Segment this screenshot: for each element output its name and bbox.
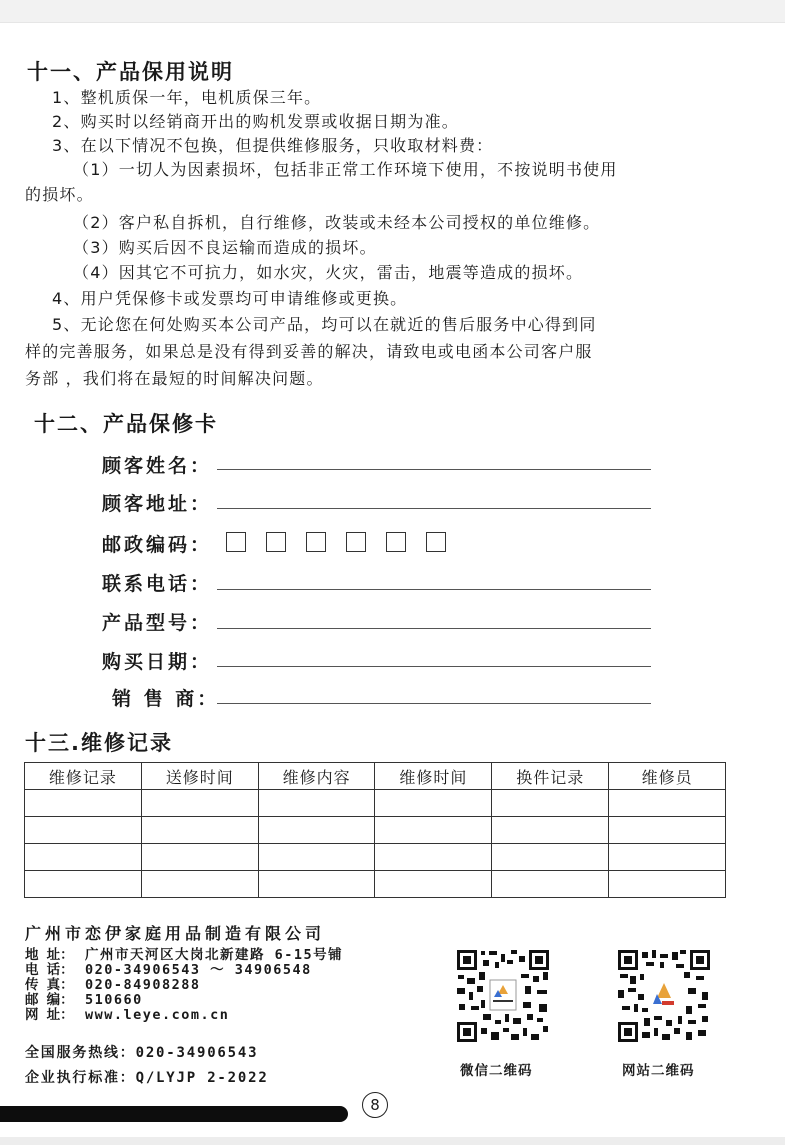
web-key: 网 址：	[25, 1007, 74, 1023]
column-header: 换件记录	[492, 763, 609, 790]
table-header-row	[25, 763, 726, 790]
table-cell[interactable]	[258, 817, 375, 844]
address-value: 广州市天河区大岗北新建路 6-15号铺	[85, 947, 344, 963]
table-cell[interactable]	[492, 871, 609, 898]
section-13-title: 十三.维修记录	[25, 731, 173, 755]
table-cell[interactable]	[492, 817, 609, 844]
customer-name-label: 顾客姓名：	[102, 455, 213, 477]
table-cell[interactable]	[141, 790, 258, 817]
repair-record-table	[24, 762, 726, 898]
customer-name-field[interactable]	[217, 469, 651, 470]
postal-code-box[interactable]	[426, 532, 446, 552]
warranty-line-2: 2、购买时以经销商开出的购机发票或收据日期为准。	[52, 112, 459, 131]
table-row	[25, 790, 726, 817]
table-cell[interactable]	[375, 844, 492, 871]
postal-code-box[interactable]	[226, 532, 246, 552]
postal-code-label: 邮政编码：	[102, 534, 213, 556]
table-cell[interactable]	[25, 844, 142, 871]
table-cell[interactable]	[609, 844, 726, 871]
fax-key: 传 真：	[25, 977, 74, 993]
warranty-line-4: 4、用户凭保修卡或发票均可申请维修或更换。	[52, 289, 408, 308]
table-row	[25, 871, 726, 898]
column-header: 维修内容	[258, 763, 375, 790]
contact-web	[25, 1008, 229, 1023]
column-header: 维修时间	[375, 763, 492, 790]
dealer-field[interactable]	[217, 703, 651, 704]
decorative-bar	[0, 1106, 348, 1122]
phone-field[interactable]	[217, 589, 651, 590]
contact-zip	[25, 993, 143, 1008]
wechat-qr-label: 微信二维码	[460, 1063, 533, 1079]
zip-value: 510660	[85, 992, 143, 1008]
tel-value: 020-34906543 ～ 34906548	[85, 962, 312, 978]
warranty-item-2: （2）客户私自拆机，自行维修，改装或未经本公司授权的单位维修。	[73, 213, 601, 232]
website-qr-label: 网站二维码	[622, 1063, 695, 1079]
table-cell[interactable]	[609, 790, 726, 817]
table-cell[interactable]	[492, 790, 609, 817]
table-cell[interactable]	[375, 817, 492, 844]
top-strip	[0, 0, 785, 23]
tel-key: 电 话：	[25, 962, 74, 978]
zip-key: 邮 编：	[25, 992, 74, 1008]
service-hotline: 全国服务热线：020-34906543	[25, 1045, 259, 1061]
table-cell[interactable]	[258, 790, 375, 817]
warranty-line-5: 5、无论您在何处购买本公司产品，均可以在就近的售后服务中心得到同	[52, 315, 597, 334]
contact-tel	[25, 963, 312, 978]
warranty-line-5-cont-1: 样的完善服务，如果总是没有得到妥善的解决，请致电或电函本公司客户服	[25, 342, 593, 361]
contact-address	[25, 948, 343, 963]
table-cell[interactable]	[375, 790, 492, 817]
warranty-line-3: 3、在以下情况不包换，但提供维修服务，只收取材料费：	[52, 136, 494, 155]
table-cell[interactable]	[258, 871, 375, 898]
address-key: 地 址：	[25, 947, 74, 963]
column-header: 维修员	[609, 763, 726, 790]
column-header: 送修时间	[141, 763, 258, 790]
warranty-line-1: 1、整机质保一年，电机质保三年。	[52, 88, 322, 107]
model-label: 产品型号：	[102, 612, 213, 634]
table-cell[interactable]	[258, 844, 375, 871]
web-value: www.leye.com.cn	[85, 1007, 230, 1023]
table-cell[interactable]	[25, 871, 142, 898]
page-number: 8	[362, 1092, 388, 1118]
contact-fax	[25, 978, 201, 993]
table-cell[interactable]	[141, 817, 258, 844]
warranty-line-5-cont-2: 务部 ，我们将在最短的时间解决问题。	[25, 369, 324, 388]
dealer-label: 销 售 商：	[112, 688, 220, 710]
model-field[interactable]	[217, 628, 651, 629]
company-name: 广州市恋伊家庭用品制造有限公司	[25, 924, 326, 943]
table-row	[25, 844, 726, 871]
customer-address-label: 顾客地址：	[102, 493, 213, 515]
postal-code-box[interactable]	[346, 532, 366, 552]
purchase-date-label: 购买日期：	[102, 651, 213, 673]
table-cell[interactable]	[25, 817, 142, 844]
website-qr-code-icon	[616, 948, 712, 1044]
wechat-qr-code-icon	[455, 948, 551, 1044]
column-header: 维修记录	[25, 763, 142, 790]
purchase-date-field[interactable]	[217, 666, 651, 667]
phone-label: 联系电话：	[102, 573, 213, 595]
postal-code-box[interactable]	[266, 532, 286, 552]
postal-code-box[interactable]	[386, 532, 406, 552]
postal-code-box[interactable]	[306, 532, 326, 552]
table-cell[interactable]	[609, 817, 726, 844]
warranty-item-1-cont: 的损坏。	[25, 185, 94, 204]
enterprise-standard: 企业执行标准：Q/LYJP 2-2022	[25, 1070, 269, 1086]
section-12-title: 十二、产品保修卡	[34, 412, 218, 436]
table-cell[interactable]	[492, 844, 609, 871]
table-row	[25, 817, 726, 844]
fax-value: 020-84908288	[85, 977, 201, 993]
bottom-strip	[0, 1137, 785, 1145]
section-11-title: 十一、产品保用说明	[27, 60, 234, 84]
table-cell[interactable]	[25, 790, 142, 817]
customer-address-field[interactable]	[217, 508, 651, 509]
warranty-item-4: （4）因其它不可抗力，如水灾，火灾，雷击，地震等造成的损坏。	[73, 263, 584, 282]
table-cell[interactable]	[141, 871, 258, 898]
table-cell[interactable]	[609, 871, 726, 898]
table-cell[interactable]	[141, 844, 258, 871]
warranty-item-1: （1）一切人为因素损坏，包括非正常工作环境下使用，不按说明书使用	[73, 160, 618, 179]
warranty-item-3: （3）购买后因不良运输而造成的损坏。	[73, 238, 377, 257]
table-cell[interactable]	[375, 871, 492, 898]
